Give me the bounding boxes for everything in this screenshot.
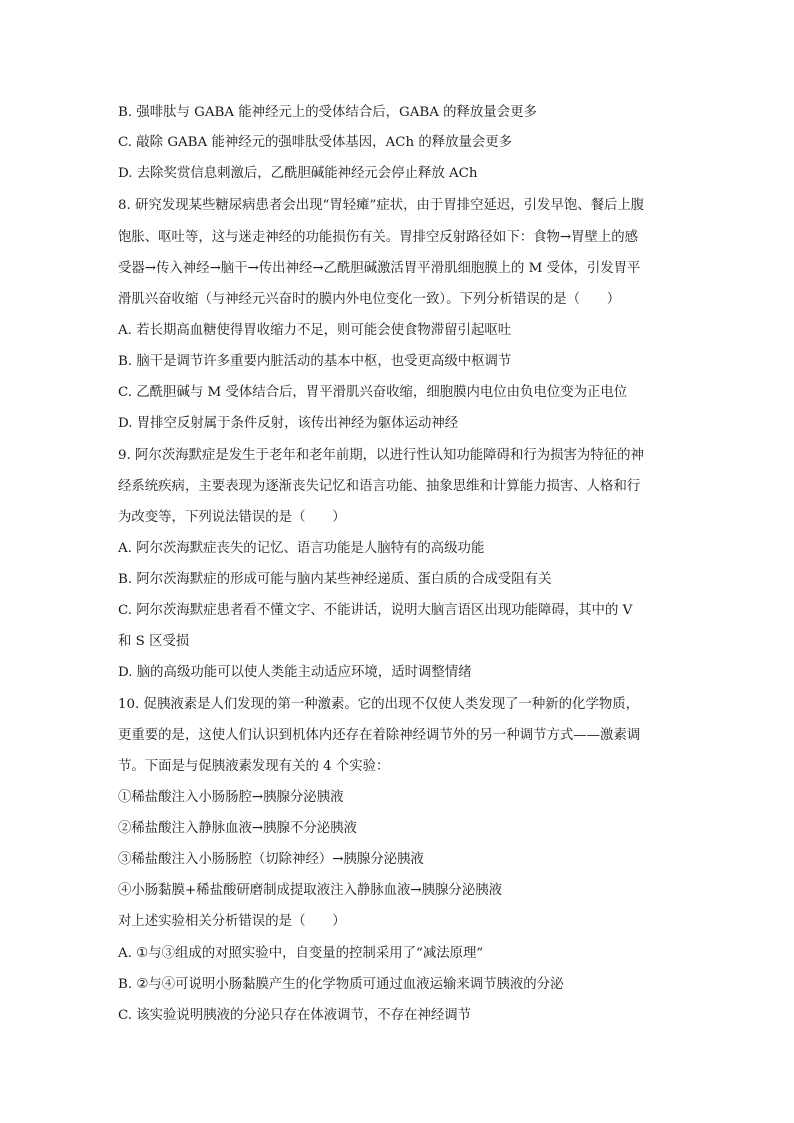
option-9c-line-1: C. 阿尔茨海默症患者看不懂文字、不能讲话，说明大脑言语区出现功能障碍，其中的 V [118, 603, 633, 618]
option-9d: D. 脑的高级功能可以使人类能主动适应环境，适时调整情绪 [118, 665, 472, 680]
question-10-line-1: 10. 促胰液素是人们发现的第一种激素。它的出现不仅使人类发现了一种新的化学物质， [118, 697, 640, 712]
experiment-2: ②稀盐酸注入静脉血液→胰腺不分泌胰液 [118, 821, 357, 836]
option-7b: B. 强啡肽与 GABA 能神经元上的受体结合后，GABA 的释放量会更多 [118, 105, 537, 120]
option-10a: A. ①与③组成的对照实验中，自变量的控制采用了“减法原理” [118, 946, 484, 961]
option-7d: D. 去除奖赏信息刺激后，乙酰胆碱能神经元会停止释放 ACh [118, 166, 478, 181]
option-8b: B. 脑干是调节许多重要内脏活动的基本中枢，也受更高级中枢调节 [118, 354, 512, 369]
option-7c: C. 敲除 GABA 能神经元的强啡肽受体基因，ACh 的释放量会更多 [118, 135, 513, 150]
option-9a: A. 阿尔茨海默症丧失的记忆、语言功能是人脑特有的高级功能 [118, 541, 485, 556]
question-10-prompt: 对上述实验相关分析错误的是（ ） [118, 914, 346, 929]
question-8-line-1: 8. 研究发现某些糖尿病患者会出现“胃轻瘫”症状，由于胃排空延迟，引发早饱、餐后上腹 [118, 198, 645, 213]
question-8-line-4: 滑肌兴奋收缩（与神经元兴奋时的膜内外电位变化一致）。下列分析错误的是（ ） [118, 292, 621, 307]
option-10b: B. ②与④可说明小肠黏膜产生的化学物质可通过血液运输来调节胰液的分泌 [118, 977, 564, 992]
question-10-line-3: 节。下面是与促胰液素发现有关的 4 个实验： [118, 759, 390, 774]
question-10-line-2: 更重要的是，这使人们认识到机体内还存在着除神经调节外的另一种调节方式——激素调 [118, 728, 641, 743]
option-10c: C. 该实验说明胰液的分泌只存在体液调节，不存在神经调节 [118, 1008, 472, 1023]
question-9-line-3: 为改变等，下列说法错误的是（ ） [118, 510, 346, 525]
experiment-3: ③稀盐酸注入小肠肠腔（切除神经）→胰腺分泌胰液 [118, 852, 424, 867]
option-8c: C. 乙酰胆碱与 M 受体结合后，胃平滑肌兴奋收缩，细胞膜内电位由负电位变为正电位 [118, 385, 628, 400]
question-9-line-2: 经系统疾病，主要表现为逐渐丧失记忆和语言功能、抽象思维和计算能力损害、人格和行 [118, 479, 641, 494]
question-8-line-2: 饱胀、呕吐等，这与迷走神经的功能损伤有关。胃排空反射路径如下：食物→胃壁上的感 [118, 230, 639, 245]
option-8d: D. 胃排空反射属于条件反射，该传出神经为躯体运动神经 [118, 416, 459, 431]
option-8a: A. 若长期高血糖使得胃收缩力不足，则可能会使食物滞留引起呕吐 [118, 323, 512, 338]
option-9c-line-2: 和 S 区受损 [118, 634, 190, 649]
experiment-1: ①稀盐酸注入小肠肠腔→胰腺分泌胰液 [118, 790, 344, 805]
question-8-line-3: 受器→传入神经→脑干→传出神经→乙酰胆碱激活胃平滑肌细胞膜上的 M 受体，引发胃平 [118, 261, 641, 276]
question-9-line-1: 9. 阿尔茨海默症是发生于老年和老年前期，以进行性认知功能障碍和行为损害为特征的神 [118, 448, 644, 463]
experiment-4: ④小肠黏膜+稀盐酸研磨制成提取液注入静脉血液→胰腺分泌胰液 [118, 883, 502, 898]
option-9b: B. 阿尔茨海默症的形成可能与脑内某些神经递质、蛋白质的合成受阻有关 [118, 572, 552, 587]
